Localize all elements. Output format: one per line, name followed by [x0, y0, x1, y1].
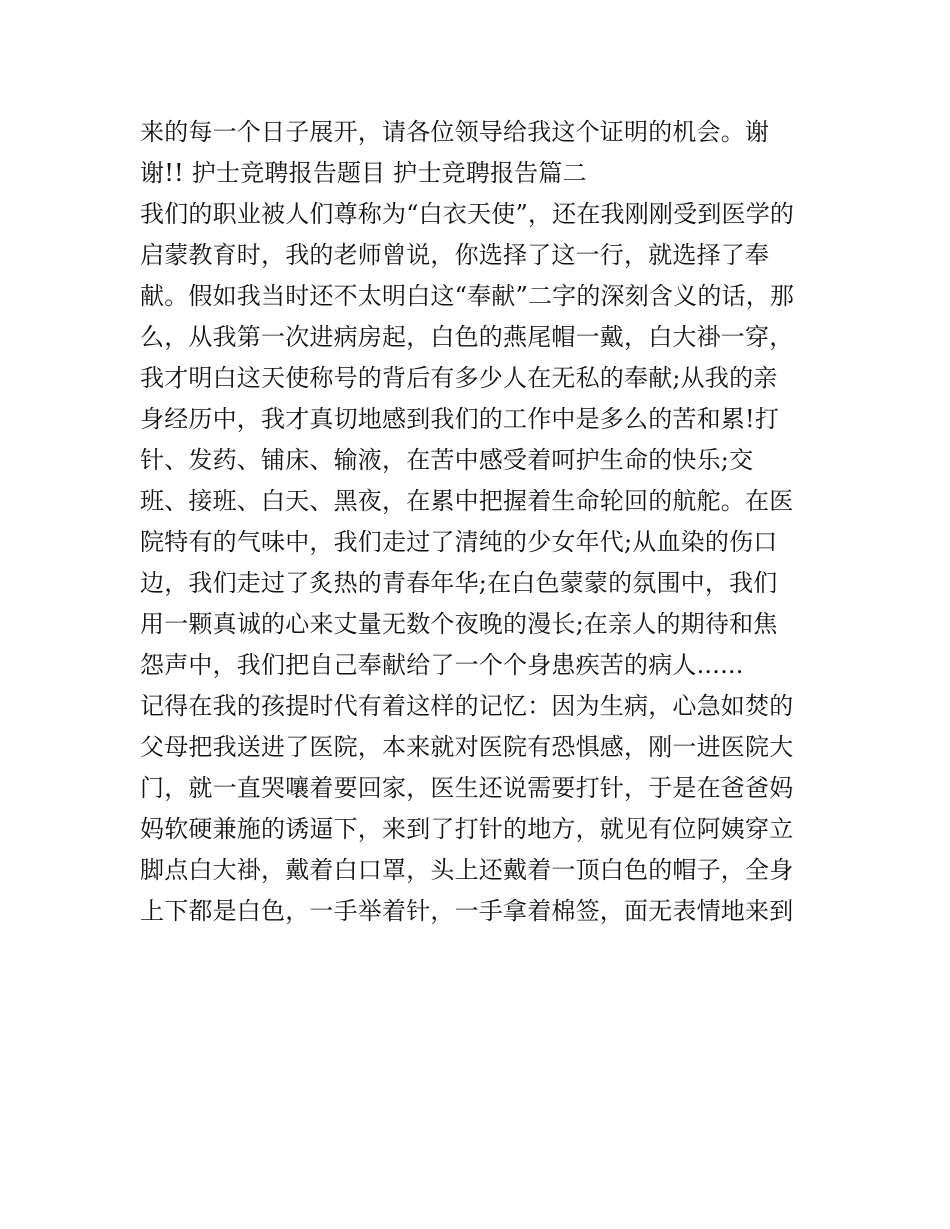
text-line-12: 边，我们走过了炙热的青春年华;在白色蒙蒙的氛围中，我们 [140, 569, 778, 597]
text-line-10: 班、接班、白天、黑夜，在累中把握着生命轮回的航舵。在医 [140, 487, 794, 515]
text-line-17: 门，就一直哭嚷着要回家，医生还说需要打针，于是在爸爸妈 [140, 774, 794, 802]
text-line-4: 启蒙教育时，我的老师曾说，你选择了这一行，就选择了奉 [140, 241, 770, 269]
text-line-2: 谢!! 护士竞聘报告题目 护士竞聘报告篇二 [140, 159, 587, 187]
text-line-11: 院特有的气味中，我们走过了清纯的少女年代;从血染的伤口 [140, 528, 778, 556]
text-line-6: 么，从我第一次进病房起，白色的燕尾帽一戴，白大褂一穿， [140, 323, 794, 351]
text-line-7: 我才明白这天使称号的背后有多少人在无私的奉献;从我的亲 [140, 364, 778, 392]
text-line-16: 父母把我送进了医院，本来就对医院有恐惧感，刚一进医院大 [140, 733, 794, 761]
text-line-3: 我们的职业被人们尊称为“白衣天使”，还在我刚刚受到医学的 [140, 200, 795, 228]
text-line-13: 用一颗真诚的心来丈量无数个夜晚的漫长;在亲人的期待和焦 [140, 610, 778, 638]
text-line-20: 上下都是白色，一手举着针，一手拿着棉签，面无表情地来到 [140, 897, 794, 925]
text-line-14: 怨声中，我们把自己奉献给了一个个身患疾苦的病人...... [140, 651, 744, 679]
body-text [140, 112, 820, 932]
text-line-18: 妈软硬兼施的诱逼下，来到了打针的地方，就见有位阿姨穿立 [140, 815, 794, 843]
text-line-1: 来的每一个日子展开，请各位领导给我这个证明的机会。谢 [140, 118, 770, 146]
text-line-15: 记得在我的孩提时代有着这样的记忆：因为生病，心急如焚的 [140, 692, 794, 720]
text-line-19: 脚点白大褂，戴着白口罩，头上还戴着一顶白色的帽子，全身 [140, 856, 794, 884]
text-line-5: 献。假如我当时还不太明白这“奉献”二字的深刻含义的话，那 [140, 282, 795, 310]
text-line-8: 身经历中，我才真切地感到我们的工作中是多么的苦和累!打 [140, 405, 780, 433]
text-line-9: 针、发药、铺床、输液，在苦中感受着呵护生命的快乐;交 [140, 446, 754, 474]
